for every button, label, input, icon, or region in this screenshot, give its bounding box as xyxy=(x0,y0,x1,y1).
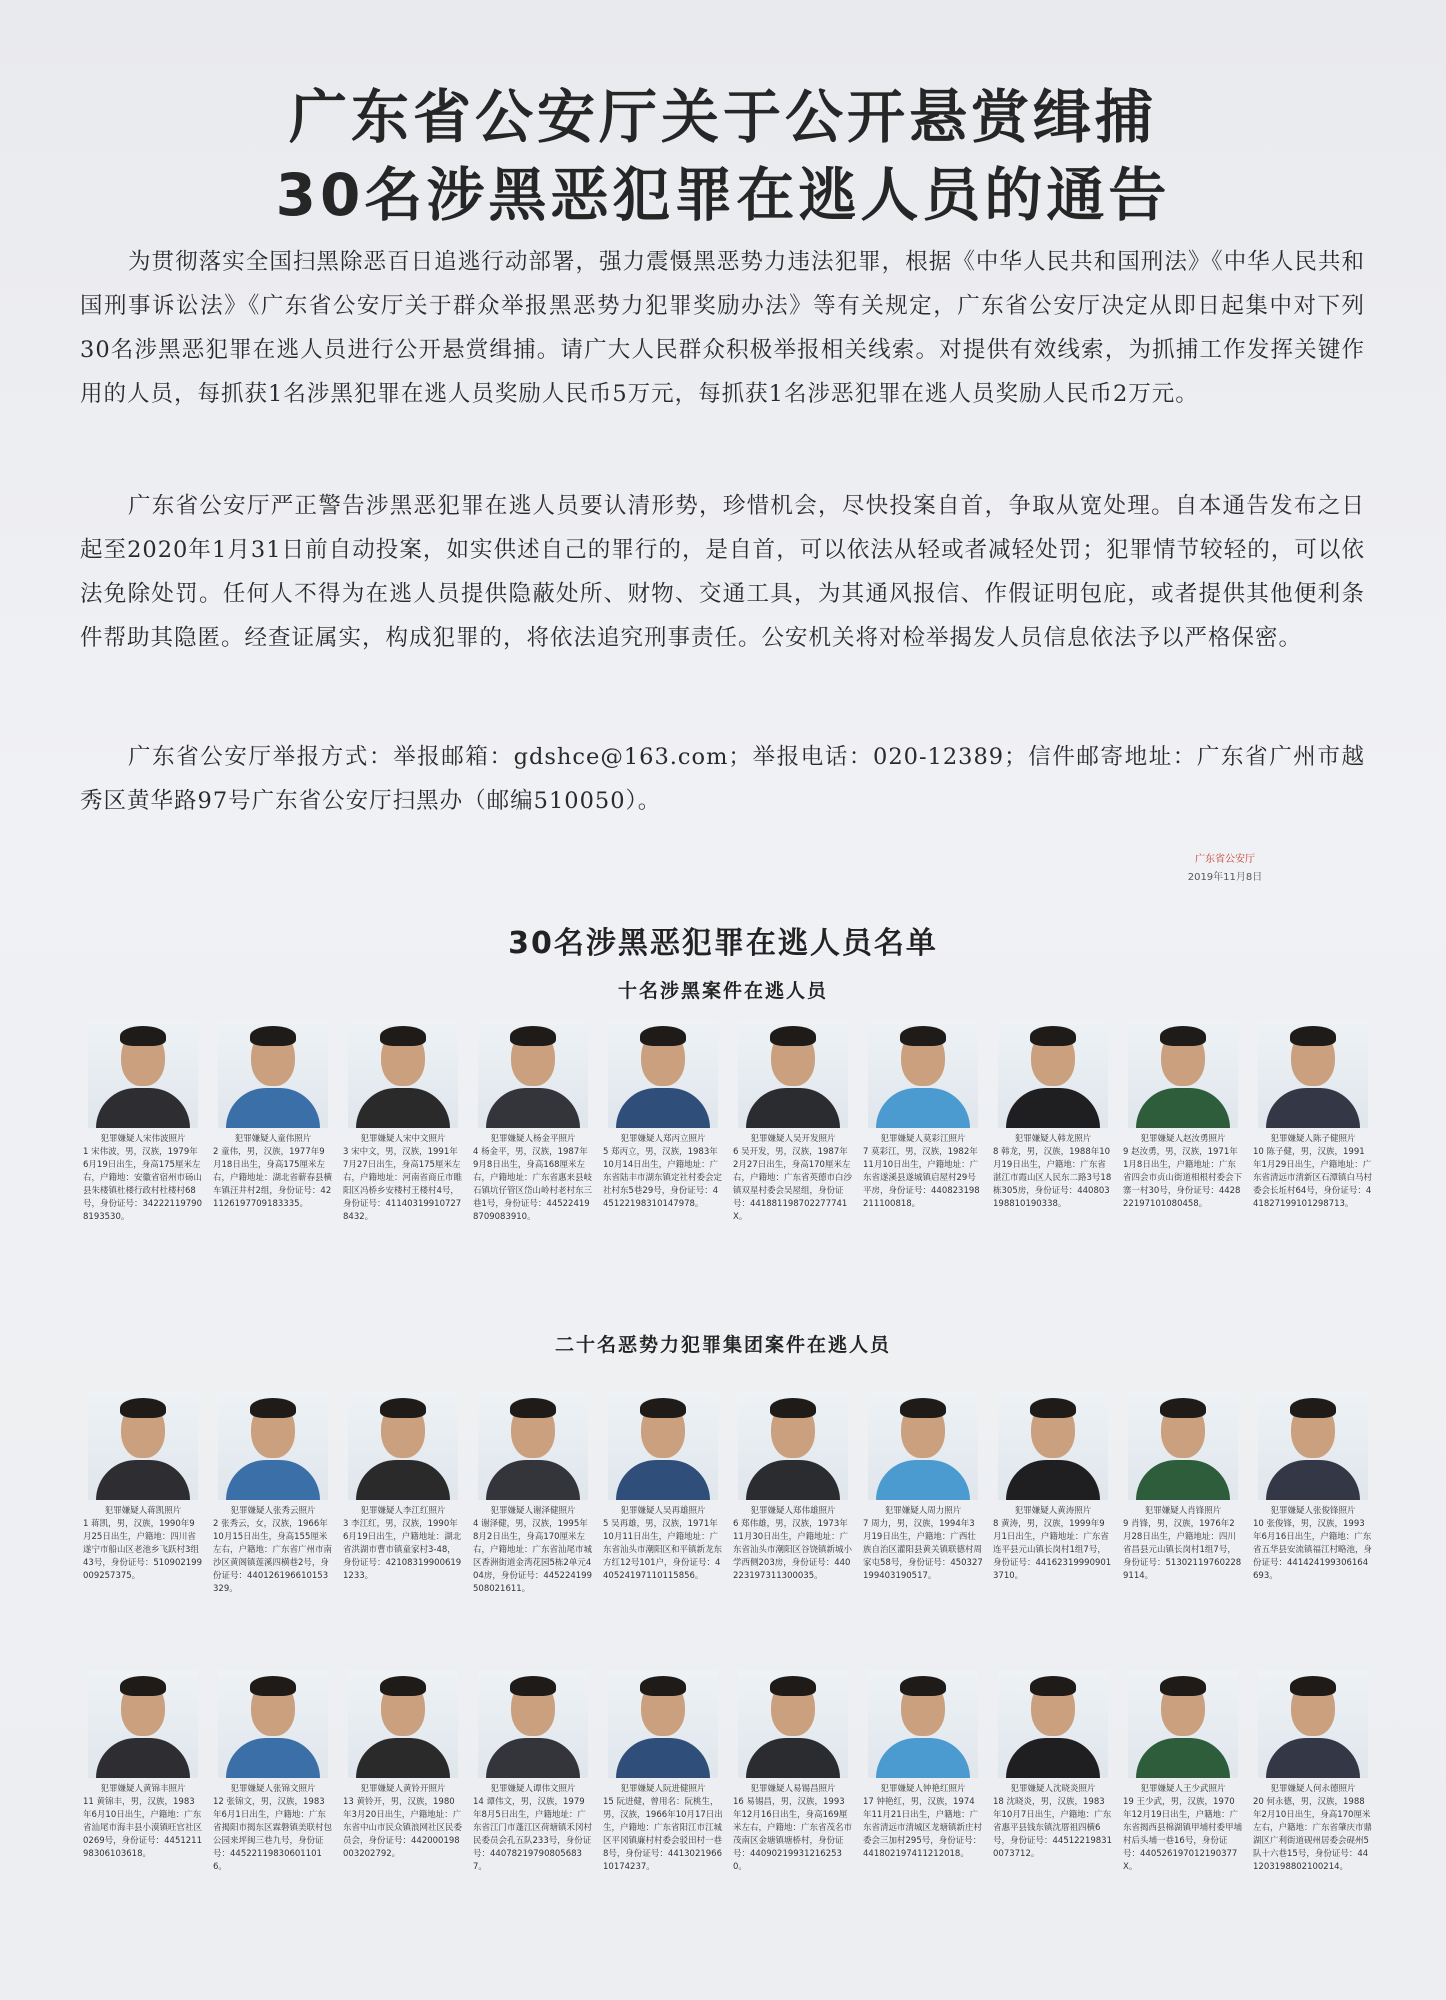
fugitive-photo-caption: 犯罪嫌疑人黄铃开照片 xyxy=(360,1784,446,1794)
notice-title-line-1: 广东省公安厅关于公开悬赏缉捕 xyxy=(288,83,1157,151)
fugitive-description: 3 李江红，男，汉族，1990年6月19日出生，户籍地址：湖北省洪湖市曹市镇童家村3-48，身份证号：421083199006191233。 xyxy=(343,1519,462,1581)
fugitive-card xyxy=(600,1392,726,1596)
fugitive-card xyxy=(730,1020,856,1224)
fugitive-photo-caption: 犯罪嫌疑人肖锋照片 xyxy=(1144,1506,1222,1516)
fugitive-photo-caption: 犯罪嫌疑人黄涛照片 xyxy=(1014,1506,1092,1516)
fugitive-photo-caption: 犯罪嫌疑人宋伟波照片 xyxy=(100,1134,186,1144)
fugitive-card xyxy=(730,1392,856,1596)
fugitive-description: 3 宋中文，男，汉族，1991年7月27日出生，身高175厘米左右，户籍地址：河南省商丘市睢阳区冯桥乡安楼村王楼村4号，身份证号：411403199107278432。 xyxy=(343,1147,463,1222)
fugitive-photo xyxy=(998,1670,1108,1778)
fugitive-photo-caption: 犯罪嫌疑人张俊锋照片 xyxy=(1270,1506,1356,1516)
fugitive-photo xyxy=(868,1020,978,1128)
fugitive-photo-caption: 犯罪嫌疑人何永德照片 xyxy=(1270,1784,1356,1794)
fugitive-photo-caption: 犯罪嫌疑人莫彩江照片 xyxy=(880,1134,966,1144)
fugitive-photo-caption: 犯罪嫌疑人吴再雄照片 xyxy=(620,1506,706,1516)
fugitive-description: 13 黄铃开，男，汉族，1980年3月20日出生，户籍地址：广东省中山市民众镇浪网社区民委员会，身份证号：442000198003202792。 xyxy=(343,1797,463,1859)
fugitive-photo xyxy=(218,1670,328,1778)
fugitive-description: 10 张俊锋，男，汉族，1993年6月16日出生，户籍地：广东省五华县安流镇福江村略池，身份证号：441424199306164693。 xyxy=(1253,1519,1373,1581)
fugitive-card xyxy=(600,1670,726,1874)
fugitive-photo xyxy=(868,1392,978,1500)
fugitive-description: 15 阮进健，曾用名：阮桃生，男，汉族，1966年10月17日出生，户籍地：广东省阳江市江城区平冈镇廉村村委会驳田村一巷8号，身份证号：441302196610174237。 xyxy=(603,1797,723,1872)
fugitive-photo-caption: 犯罪嫌疑人陈子健照片 xyxy=(1270,1134,1356,1144)
fugitive-card xyxy=(470,1670,596,1874)
fugitive-card xyxy=(1120,1020,1246,1224)
paragraph-reward: 为贯彻落实全国扫黑除恶百日追逃行动部署，强力震慑黑恶势力违法犯罪，根据《中华人民共和国刑法》《中华人民共和国刑事诉讼法》《广东省公安厅关于群众举报黑恶势力犯罪奖励办法》等有关规定，广东省公安厅决定从即日起集中对下列30名涉黑恶犯罪在逃人员进行公开悬赏缉捕。请广大人民群众积极举报相关线索。对提供有效线索，为抓捕工作发挥关键作用的人员，每抓获1名涉黑犯罪在逃人员奖励人民币5万元，每抓获1名涉恶犯罪在逃人员奖励人民币2万元。 xyxy=(80,249,1365,407)
fugitive-card xyxy=(210,1020,336,1224)
fugitive-photo-caption: 犯罪嫌疑人童伟照片 xyxy=(234,1134,312,1144)
fugitive-photo xyxy=(478,1670,588,1778)
fugitive-photo xyxy=(348,1670,458,1778)
fugitive-photo xyxy=(348,1020,458,1128)
fugitive-description: 7 莫彩江，男，汉族，1982年11月10日出生，户籍地址：广东省遂溪县遂城镇启屋村29号平房，身份证号：440823198211100818。 xyxy=(863,1147,980,1209)
fugitive-card xyxy=(860,1670,986,1874)
fugitive-description: 1 蒋凯，男，汉族，1990年9月25日出生，户籍地：四川省遂宁市船山区老池乡飞跃村3组43号，身份证号：510902199009257375。 xyxy=(83,1519,202,1581)
fugitive-card xyxy=(80,1392,206,1596)
fugitive-description: 12 张锦文，男，汉族，1983年6月1日出生，户籍地：广东省揭阳市揭东区霖磐镇美联村包公园来坪闽三巷九号，身份证号：445221198306011016。 xyxy=(213,1797,333,1872)
issuer-org: 广东省公安厅 xyxy=(1195,854,1255,865)
fugitive-card xyxy=(1250,1020,1376,1224)
fugitive-description: 5 吴再雄，男，汉族，1971年10月11日出生，户籍地址：广东省汕头市潮阳区和平镇新龙东方红12号101户，身份证号：440524197110115856。 xyxy=(603,1519,723,1581)
fugitive-card xyxy=(860,1392,986,1596)
fugitive-card xyxy=(340,1670,466,1874)
fugitive-photo xyxy=(88,1392,198,1500)
fugitive-description: 8 韩龙，男，汉族，1988年10月19日出生，户籍地：广东省湛江市霞山区人民东二路3号18栋305房，身份证号：440803198810190338。 xyxy=(993,1147,1112,1209)
fugitive-photo-caption: 犯罪嫌疑人阮进健照片 xyxy=(620,1784,706,1794)
fugitive-photo-caption: 犯罪嫌疑人张锦文照片 xyxy=(230,1784,316,1794)
fugitive-photo-caption: 犯罪嫌疑人赵汝勇照片 xyxy=(1140,1134,1226,1144)
fugitive-description: 7 周力，男，汉族，1994年3月19日出生，户籍地：广西壮族自治区灌阳县黄关镇联德村周家屯58号，身份证号：450327199403190517。 xyxy=(863,1519,983,1581)
fugitive-photo xyxy=(88,1020,198,1128)
fugitive-description: 4 谢泽健，男，汉族，1995年8月2日出生，身高170厘米左右，户籍地址：广东省汕尾市城区香洲街道金湾花园5栋2单元404房，身份证号：445224199508021611。 xyxy=(473,1519,593,1594)
fugitive-photo xyxy=(738,1670,848,1778)
fugitive-photo-caption: 犯罪嫌疑人黄锦丰照片 xyxy=(100,1784,186,1794)
fugitive-card xyxy=(1250,1670,1376,1874)
fugitive-photo-caption: 犯罪嫌疑人李江红照片 xyxy=(360,1506,446,1516)
fugitive-card xyxy=(340,1392,466,1596)
fugitive-description: 10 陈子健，男，汉族，1991年1月29日出生，户籍地址：广东省清远市清新区石潭镇白马村委会长坵村64号，身份证号：441827199101298713。 xyxy=(1253,1147,1373,1209)
fugitive-photo xyxy=(868,1670,978,1778)
fugitive-description: 2 张秀云，女，汉族，1966年10月15日出生，身高155厘米左右，户籍地：广东省广州市南沙区黄阁镇莲溪四横巷2号，身份证号：440126196610153329。 xyxy=(213,1519,333,1594)
fugitive-photo xyxy=(478,1392,588,1500)
fugitive-description: 16 易锡昌，男，汉族，1993年12月16日出生，身高169厘米左右，户籍地：广东省茂名市茂南区金塘镇塘桥村，身份证号：440902199312162530。 xyxy=(733,1797,853,1872)
fugitive-photo xyxy=(348,1392,458,1500)
fugitive-card xyxy=(210,1392,336,1596)
section-title-gang: 十名涉黑案件在逃人员 xyxy=(617,980,828,1002)
fugitive-photo xyxy=(738,1020,848,1128)
fugitive-card xyxy=(600,1020,726,1224)
fugitive-card xyxy=(1120,1392,1246,1596)
fugitive-card xyxy=(730,1670,856,1874)
issue-date: 2019年11月8日 xyxy=(1187,872,1263,883)
fugitive-photo xyxy=(608,1670,718,1778)
list-title: 30名涉黑恶犯罪在逃人员名单 xyxy=(508,926,938,961)
fugitive-description: 1 宋伟波，男，汉族，1979年6月19日出生，身高175厘米左右，户籍地：安徽省宿州市砀山县朱楼镇杜楼行政村杜楼村68号，身份证号：342221197908193530。 xyxy=(83,1147,203,1222)
fugitive-photo xyxy=(478,1020,588,1128)
fugitive-card xyxy=(470,1020,596,1224)
fugitive-photo-caption: 犯罪嫌疑人钟艳红照片 xyxy=(880,1784,966,1794)
fugitive-description: 17 钟艳红，男，汉族，1974年11月21日出生，户籍地：广东省清远市清城区龙塘镇新庄村委会三加村295号，身份证号：441802197411212018。 xyxy=(863,1797,983,1859)
fugitive-grid-evil-row-2 xyxy=(80,1670,1380,1874)
fugitive-photo xyxy=(1128,1020,1238,1128)
fugitive-photo xyxy=(1258,1670,1368,1778)
paragraph-contact: 广东省公安厅举报方式：举报邮箱：gdshce@163.com；举报电话：020-12389；信件邮寄地址：广东省广州市越秀区黄华路97号广东省公安厅扫黑办（邮编510050）。 xyxy=(80,744,1365,814)
fugitive-description: 14 谭伟文，男，汉族，1979年8月5日出生，户籍地址：广东省江门市蓬江区荷塘镇禾冈村民委员会孔五队233号，身份证号：440782197908056837。 xyxy=(473,1797,593,1872)
fugitive-photo-caption: 犯罪嫌疑人谢泽健照片 xyxy=(490,1506,576,1516)
fugitive-description: 20 何永德，男，汉族，1988年2月10日出生，身高170厘米左右，户籍地：广东省肇庆市鼎湖区广利街道砚州居委会砚州5队十六巷15号，身份证号：441203198802100214。 xyxy=(1253,1797,1373,1872)
fugitive-photo-caption: 犯罪嫌疑人韩龙照片 xyxy=(1014,1134,1092,1144)
fugitive-card xyxy=(990,1392,1116,1596)
fugitive-card xyxy=(80,1670,206,1874)
paragraph-warning: 广东省公安厅严正警告涉黑恶犯罪在逃人员要认清形势，珍惜机会，尽快投案自首，争取从宽处理。自本通告发布之日起至2020年1月31日前自动投案，如实供述自己的罪行的，是自首，可以依法从轻或者减轻处罚；犯罪情节较轻的，可以依法免除处罚。任何人不得为在逃人员提供隐蔽处所、财物、交通工具，为其通风报信、作假证明包庇，或者提供其他便利条件帮助其隐匿。经查证属实，构成犯罪的，将依法追究刑事责任。公安机关将对检举揭发人员信息依法予以严格保密。 xyxy=(80,493,1365,651)
fugitive-card xyxy=(340,1020,466,1224)
fugitive-grid-gang xyxy=(80,1020,1380,1224)
fugitive-photo xyxy=(88,1670,198,1778)
fugitive-description: 19 王少武，男，汉族，1970年12月19日出生，户籍地：广东省揭西县棉湖镇甲埔村委甲埔村后头埔一巷16号，身份证号：440526197012190377X。 xyxy=(1123,1797,1243,1872)
fugitive-photo-caption: 犯罪嫌疑人王少武照片 xyxy=(1140,1784,1226,1794)
fugitive-photo-caption: 犯罪嫌疑人张秀云照片 xyxy=(230,1506,316,1516)
fugitive-photo xyxy=(218,1020,328,1128)
fugitive-photo-caption: 犯罪嫌疑人沈晓炎照片 xyxy=(1010,1784,1096,1794)
fugitive-photo xyxy=(1258,1392,1368,1500)
fugitive-photo xyxy=(738,1392,848,1500)
fugitive-card xyxy=(990,1670,1116,1874)
fugitive-description: 9 肖锋，男，汉族，1976年2月28日出生，户籍地址：四川省昌县元山镇长岗村1组7号，身份证号：513021197602289114。 xyxy=(1123,1519,1242,1581)
fugitive-description: 9 赵汝勇，男，汉族，1971年1月8日出生，户籍地址：广东省四会市贞山街道相根村委会下寨一村30号，身份证号：442822197101080458。 xyxy=(1123,1147,1243,1209)
fugitive-description: 6 郑伟雄，男，汉族，1973年11月30日出生，户籍地址：广东省汕头市潮阳区谷饶镇新城小学西侧203房，身份证号：440223197311300035。 xyxy=(733,1519,853,1581)
fugitive-photo-caption: 犯罪嫌疑人郑丙立照片 xyxy=(620,1134,706,1144)
fugitive-card xyxy=(470,1392,596,1596)
fugitive-photo-caption: 犯罪嫌疑人宋中文照片 xyxy=(360,1134,446,1144)
fugitive-description: 6 吴开发，男，汉族，1987年2月27日出生，身高170厘米左右，户籍地：广东省英德市白沙镇双星村委会吴屋组，身份证号：441881198702277741X。 xyxy=(733,1147,853,1222)
fugitive-photo xyxy=(998,1020,1108,1128)
fugitive-photo-caption: 犯罪嫌疑人蒋凯照片 xyxy=(104,1506,182,1516)
fugitive-description: 11 黄锦丰，男，汉族，1983年6月10日出生，户籍地：广东省汕尾市海丰县小漠镇旺官社区0269号，身份证号：445121198306103618。 xyxy=(83,1797,203,1859)
notice-title-line-2: 30名涉黑恶犯罪在逃人员的通告 xyxy=(275,161,1171,229)
fugitive-grid-evil-row-1 xyxy=(80,1392,1380,1596)
fugitive-photo-caption: 犯罪嫌疑人周力照片 xyxy=(884,1506,962,1516)
fugitive-description: 4 杨金平，男，汉族，1987年9月8日出生，身高168厘米左右，户籍地址：广东省惠来县岐石镇坑仔管区岱山岭村老村东三巷1号，身份证号：445224198709083910。 xyxy=(473,1147,593,1222)
fugitive-photo xyxy=(218,1392,328,1500)
fugitive-description: 5 郑丙立，男，汉族，1983年10月14日出生，户籍地址：广东省陆丰市湖东镇定社村委会定社村东5巷29号，身份证号：445122198310147978。 xyxy=(603,1147,723,1209)
fugitive-photo xyxy=(608,1392,718,1500)
fugitive-card xyxy=(80,1020,206,1224)
fugitive-card xyxy=(860,1020,986,1224)
fugitive-photo xyxy=(608,1020,718,1128)
fugitive-photo-caption: 犯罪嫌疑人杨金平照片 xyxy=(490,1134,576,1144)
fugitive-photo xyxy=(1128,1670,1238,1778)
fugitive-photo-caption: 犯罪嫌疑人易锡昌照片 xyxy=(750,1784,836,1794)
fugitive-card xyxy=(990,1020,1116,1224)
fugitive-card xyxy=(210,1670,336,1874)
fugitive-card xyxy=(1120,1670,1246,1874)
fugitive-photo xyxy=(1128,1392,1238,1500)
fugitive-photo-caption: 犯罪嫌疑人谭伟文照片 xyxy=(490,1784,576,1794)
fugitive-photo xyxy=(998,1392,1108,1500)
fugitive-photo xyxy=(1258,1020,1368,1128)
fugitive-description: 2 童伟，男，汉族，1977年9月18日出生，身高175厘米左右，户籍地址：湖北省蕲春县横车镇汪井村2组，身份证号：421126197709183335。 xyxy=(213,1147,333,1209)
fugitive-card xyxy=(1250,1392,1376,1596)
fugitive-description: 18 沈晓炎，男，汉族，1983年10月7日出生，户籍地：广东省惠平县钱东镇沈厝祖四横6号，身份证号：445122198310073712。 xyxy=(993,1797,1112,1859)
fugitive-description: 8 黄涛，男，汉族，1999年9月1日出生，户籍地址：广东省连平县元山镇长岗村1组7号，身份证号：441623199909013710。 xyxy=(993,1519,1112,1581)
fugitive-photo-caption: 犯罪嫌疑人郑伟雄照片 xyxy=(750,1506,836,1516)
section-title-evil-forces: 二十名恶势力犯罪集团案件在逃人员 xyxy=(554,1334,891,1356)
fugitive-photo-caption: 犯罪嫌疑人吴开发照片 xyxy=(750,1134,836,1144)
